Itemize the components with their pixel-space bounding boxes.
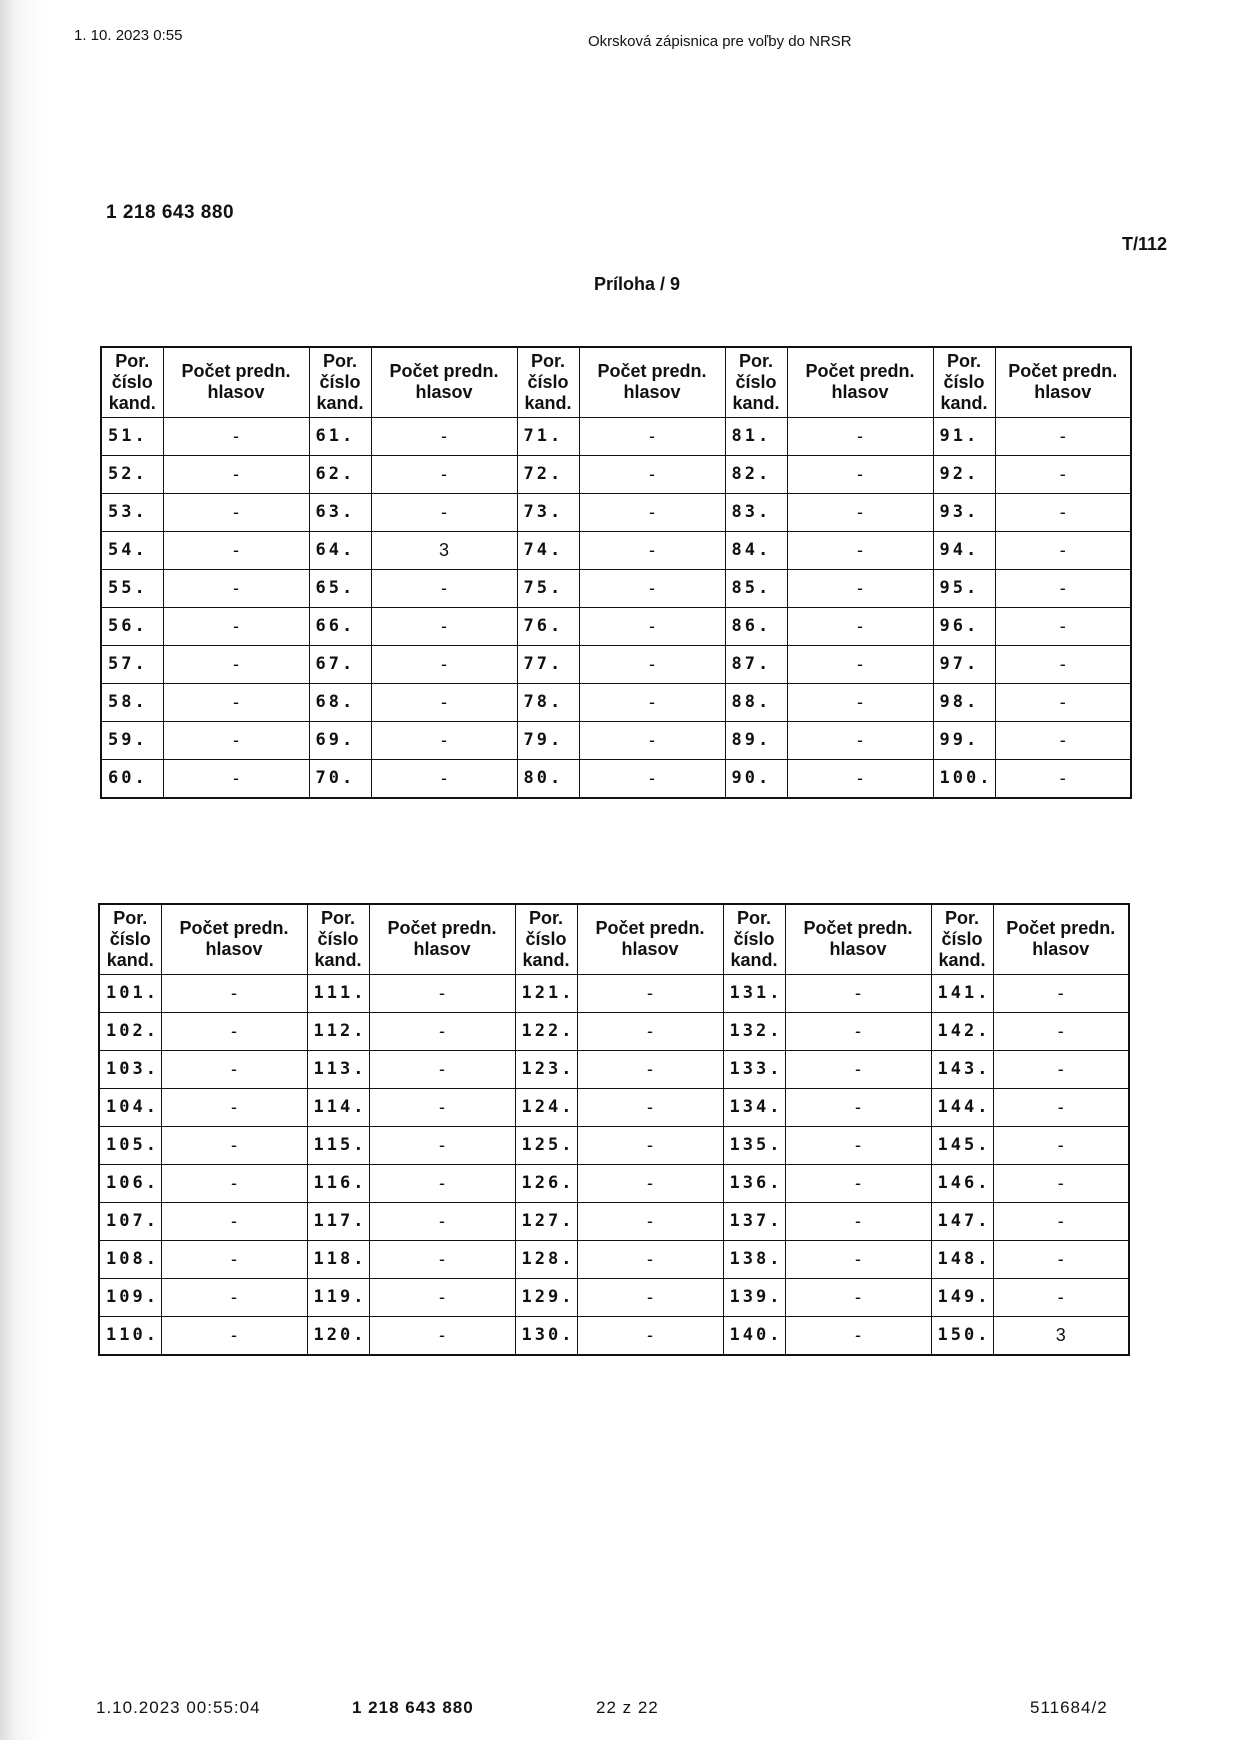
candidate-number-cell: 82. <box>725 455 787 493</box>
candidate-number-cell: 59. <box>101 721 163 759</box>
vote-count-cell: - <box>993 1012 1129 1050</box>
candidate-number-cell: 61. <box>309 417 371 455</box>
vote-count-cell: - <box>577 1316 723 1355</box>
vote-count-cell: - <box>995 607 1131 645</box>
table-row <box>99 1088 1129 1126</box>
header-candidate-number: Por. číslo kand. <box>725 347 787 417</box>
footer-page-number: 22 z 22 <box>596 1698 659 1717</box>
vote-count-cell: - <box>993 1202 1129 1240</box>
vote-count-cell: - <box>579 493 725 531</box>
header-candidate-number: Por. číslo kand. <box>309 347 371 417</box>
vote-count-cell: - <box>579 455 725 493</box>
candidate-number-cell: 98. <box>933 683 995 721</box>
vote-count-cell: - <box>787 683 933 721</box>
vote-count-cell: - <box>163 645 309 683</box>
candidate-number-cell: 80. <box>517 759 579 798</box>
candidate-number-cell: 92. <box>933 455 995 493</box>
header-candidate-number: Por. číslo kand. <box>933 347 995 417</box>
header-candidate-number: Por. číslo kand. <box>723 904 785 974</box>
candidate-number-cell: 139. <box>723 1278 785 1316</box>
candidate-number-cell: 114. <box>307 1088 369 1126</box>
vote-count-cell: - <box>371 607 517 645</box>
header-candidate-number: Por. číslo kand. <box>101 347 163 417</box>
candidate-number-cell: 105. <box>99 1126 161 1164</box>
candidate-number-cell: 57. <box>101 645 163 683</box>
footer-timestamp: 1.10.2023 00:55:04 <box>96 1698 261 1717</box>
header-candidate-number: Por. číslo kand. <box>515 904 577 974</box>
vote-count-cell: - <box>579 721 725 759</box>
candidate-number-cell: 143. <box>931 1050 993 1088</box>
candidate-number-cell: 130. <box>515 1316 577 1355</box>
candidate-number-cell: 76. <box>517 607 579 645</box>
candidate-number-cell: 55. <box>101 569 163 607</box>
candidate-number-cell: 71. <box>517 417 579 455</box>
vote-count-cell: - <box>161 1012 307 1050</box>
candidate-number-cell: 147. <box>931 1202 993 1240</box>
vote-count-cell: - <box>161 1126 307 1164</box>
candidate-number-cell: 145. <box>931 1126 993 1164</box>
vote-count-cell: - <box>579 417 725 455</box>
candidate-number-cell: 100. <box>933 759 995 798</box>
candidate-number-cell: 115. <box>307 1126 369 1164</box>
candidate-number-cell: 119. <box>307 1278 369 1316</box>
vote-count-cell: - <box>579 569 725 607</box>
candidate-number-cell: 79. <box>517 721 579 759</box>
candidate-number-cell: 94. <box>933 531 995 569</box>
vote-count-cell: - <box>371 417 517 455</box>
candidate-number-cell: 125. <box>515 1126 577 1164</box>
annex-title: Príloha / 9 <box>594 274 681 294</box>
candidate-number-cell: 101. <box>99 974 161 1012</box>
vote-count-cell: - <box>163 531 309 569</box>
candidate-number-cell: 133. <box>723 1050 785 1088</box>
vote-count-cell: - <box>577 974 723 1012</box>
candidate-number-cell: 52. <box>101 455 163 493</box>
candidate-number-cell: 83. <box>725 493 787 531</box>
table-row <box>99 1202 1129 1240</box>
vote-count-cell: - <box>995 417 1131 455</box>
vote-count-cell: - <box>163 759 309 798</box>
print-datetime: 1. 10. 2023 0:55 <box>74 27 183 44</box>
candidate-number-cell: 104. <box>99 1088 161 1126</box>
header-preferential-votes: Počet predn. hlasov <box>161 904 307 974</box>
vote-count-cell: - <box>369 1240 515 1278</box>
candidate-number-cell: 56. <box>101 607 163 645</box>
candidate-number-cell: 78. <box>517 683 579 721</box>
vote-count-cell: - <box>577 1012 723 1050</box>
candidate-number-cell: 72. <box>517 455 579 493</box>
candidate-number-cell: 89. <box>725 721 787 759</box>
header-preferential-votes: Počet predn. hlasov <box>163 347 309 417</box>
candidate-number-cell: 135. <box>723 1126 785 1164</box>
vote-count-cell: - <box>161 974 307 1012</box>
candidate-number-cell: 97. <box>933 645 995 683</box>
table-row <box>99 1012 1129 1050</box>
header-preferential-votes: Počet predn. hlasov <box>371 347 517 417</box>
candidate-number-cell: 123. <box>515 1050 577 1088</box>
candidate-number-cell: 118. <box>307 1240 369 1278</box>
vote-count-cell: - <box>161 1088 307 1126</box>
candidate-number-cell: 91. <box>933 417 995 455</box>
vote-count-cell: - <box>577 1278 723 1316</box>
candidate-number-cell: 102. <box>99 1012 161 1050</box>
vote-count-cell: - <box>787 645 933 683</box>
candidate-number-cell: 93. <box>933 493 995 531</box>
candidate-number-cell: 64. <box>309 531 371 569</box>
vote-count-cell: - <box>577 1202 723 1240</box>
vote-count-cell: - <box>993 1240 1129 1278</box>
table-row <box>99 1164 1129 1202</box>
candidate-number-cell: 68. <box>309 683 371 721</box>
vote-count-cell: - <box>161 1316 307 1355</box>
header-candidate-number: Por. číslo kand. <box>931 904 993 974</box>
candidate-number-cell: 129. <box>515 1278 577 1316</box>
vote-count-cell: - <box>161 1164 307 1202</box>
table-row <box>101 721 1131 759</box>
candidate-number-cell: 116. <box>307 1164 369 1202</box>
vote-count-cell: - <box>995 493 1131 531</box>
candidate-number-cell: 109. <box>99 1278 161 1316</box>
candidate-number-cell: 51. <box>101 417 163 455</box>
vote-count-cell: - <box>993 1088 1129 1126</box>
vote-count-cell: - <box>577 1164 723 1202</box>
vote-count-cell: - <box>787 417 933 455</box>
vote-count-cell: - <box>995 645 1131 683</box>
vote-count-cell: - <box>785 1012 931 1050</box>
vote-count-cell: - <box>369 1088 515 1126</box>
candidate-number-cell: 90. <box>725 759 787 798</box>
candidate-number-cell: 150. <box>931 1316 993 1355</box>
vote-count-cell: - <box>787 721 933 759</box>
candidate-number-cell: 110. <box>99 1316 161 1355</box>
header-preferential-votes: Počet predn. hlasov <box>369 904 515 974</box>
vote-count-cell: - <box>993 1126 1129 1164</box>
vote-count-cell: - <box>369 1012 515 1050</box>
vote-count-cell: - <box>163 417 309 455</box>
table-row <box>101 417 1131 455</box>
vote-count-cell: - <box>161 1278 307 1316</box>
candidate-number-cell: 70. <box>309 759 371 798</box>
vote-count-cell: - <box>787 759 933 798</box>
votes-table-51-100 <box>100 346 1132 799</box>
vote-count-cell: - <box>787 455 933 493</box>
vote-count-cell: - <box>369 1316 515 1355</box>
candidate-number-cell: 144. <box>931 1088 993 1126</box>
candidate-number-cell: 121. <box>515 974 577 1012</box>
vote-count-cell: - <box>579 645 725 683</box>
candidate-number-cell: 53. <box>101 493 163 531</box>
candidate-number-cell: 86. <box>725 607 787 645</box>
vote-count-cell: - <box>161 1202 307 1240</box>
header-preferential-votes: Počet predn. hlasov <box>995 347 1131 417</box>
vote-count-cell: - <box>371 683 517 721</box>
candidate-number-cell: 120. <box>307 1316 369 1355</box>
candidate-number-cell: 58. <box>101 683 163 721</box>
table-row <box>101 455 1131 493</box>
vote-count-cell: - <box>163 721 309 759</box>
vote-count-cell: - <box>995 721 1131 759</box>
candidate-number-cell: 148. <box>931 1240 993 1278</box>
candidate-number-cell: 65. <box>309 569 371 607</box>
candidate-number-cell: 149. <box>931 1278 993 1316</box>
candidate-number-cell: 85. <box>725 569 787 607</box>
vote-count-cell: - <box>785 1316 931 1355</box>
vote-count-cell: - <box>785 1050 931 1088</box>
candidate-number-cell: 66. <box>309 607 371 645</box>
vote-count-cell: - <box>577 1088 723 1126</box>
candidate-number-cell: 84. <box>725 531 787 569</box>
candidate-number-cell: 63. <box>309 493 371 531</box>
candidate-number-cell: 127. <box>515 1202 577 1240</box>
candidate-number-cell: 99. <box>933 721 995 759</box>
vote-count-cell: - <box>993 1164 1129 1202</box>
candidate-number-cell: 113. <box>307 1050 369 1088</box>
candidate-number-cell: 111. <box>307 974 369 1012</box>
header-preferential-votes: Počet predn. hlasov <box>785 904 931 974</box>
candidate-number-cell: 69. <box>309 721 371 759</box>
vote-count-cell: - <box>163 569 309 607</box>
vote-count-cell: - <box>785 1240 931 1278</box>
candidate-number-cell: 107. <box>99 1202 161 1240</box>
candidate-number-cell: 74. <box>517 531 579 569</box>
vote-count-cell: - <box>995 531 1131 569</box>
table-row <box>101 569 1131 607</box>
candidate-number-cell: 126. <box>515 1164 577 1202</box>
candidate-number-cell: 124. <box>515 1088 577 1126</box>
footer-document-number: 1 218 643 880 <box>352 1698 474 1717</box>
header-preferential-votes: Počet predn. hlasov <box>993 904 1129 974</box>
header-preferential-votes: Počet predn. hlasov <box>787 347 933 417</box>
candidate-number-cell: 77. <box>517 645 579 683</box>
vote-count-cell: - <box>371 493 517 531</box>
candidate-number-cell: 146. <box>931 1164 993 1202</box>
scan-shadow-edge <box>0 0 46 1740</box>
vote-count-cell: - <box>785 1202 931 1240</box>
candidate-number-cell: 142. <box>931 1012 993 1050</box>
vote-count-cell: - <box>577 1126 723 1164</box>
document-title: Okrsková zápisnica pre voľby do NRSR <box>588 33 852 50</box>
vote-count-cell: - <box>785 1088 931 1126</box>
candidate-number-cell: 103. <box>99 1050 161 1088</box>
candidate-number-cell: 137. <box>723 1202 785 1240</box>
votes-table-101-150 <box>98 903 1130 1356</box>
vote-count-cell: - <box>995 455 1131 493</box>
footer-code: 511684/2 <box>1030 1698 1108 1717</box>
vote-count-cell: - <box>371 455 517 493</box>
candidate-number-cell: 95. <box>933 569 995 607</box>
header-candidate-number: Por. číslo kand. <box>99 904 161 974</box>
candidate-number-cell: 134. <box>723 1088 785 1126</box>
candidate-number-cell: 136. <box>723 1164 785 1202</box>
table-row <box>101 493 1131 531</box>
table-row <box>99 1240 1129 1278</box>
vote-count-cell: - <box>993 974 1129 1012</box>
vote-count-cell: - <box>369 1126 515 1164</box>
vote-count-cell: - <box>161 1050 307 1088</box>
candidate-number-cell: 141. <box>931 974 993 1012</box>
candidate-number-cell: 128. <box>515 1240 577 1278</box>
vote-count-cell: - <box>577 1240 723 1278</box>
candidate-number-cell: 117. <box>307 1202 369 1240</box>
vote-count-cell: - <box>163 683 309 721</box>
table-row <box>101 531 1131 569</box>
candidate-number-cell: 131. <box>723 974 785 1012</box>
vote-count-cell: - <box>785 1278 931 1316</box>
vote-count-cell: - <box>369 1164 515 1202</box>
vote-count-cell: - <box>785 1126 931 1164</box>
candidate-number-cell: 122. <box>515 1012 577 1050</box>
candidate-number-cell: 88. <box>725 683 787 721</box>
vote-count-cell: - <box>369 1278 515 1316</box>
candidate-number-cell: 96. <box>933 607 995 645</box>
candidate-number-cell: 67. <box>309 645 371 683</box>
vote-count-cell: - <box>369 1202 515 1240</box>
vote-count-cell: - <box>163 607 309 645</box>
vote-count-cell: 3 <box>993 1316 1129 1355</box>
vote-count-cell: - <box>579 607 725 645</box>
vote-count-cell: - <box>579 683 725 721</box>
table-row <box>99 974 1129 1012</box>
vote-count-cell: - <box>787 569 933 607</box>
table-row <box>99 1278 1129 1316</box>
vote-count-cell: - <box>785 974 931 1012</box>
table-row <box>101 759 1131 798</box>
table-row <box>99 1316 1129 1355</box>
candidate-number-cell: 112. <box>307 1012 369 1050</box>
candidate-number-cell: 81. <box>725 417 787 455</box>
candidate-number-cell: 108. <box>99 1240 161 1278</box>
vote-count-cell: - <box>163 493 309 531</box>
candidate-number-cell: 75. <box>517 569 579 607</box>
candidate-number-cell: 132. <box>723 1012 785 1050</box>
vote-count-cell: - <box>371 759 517 798</box>
vote-count-cell: - <box>579 531 725 569</box>
candidate-number-cell: 106. <box>99 1164 161 1202</box>
header-preferential-votes: Počet predn. hlasov <box>577 904 723 974</box>
vote-count-cell: - <box>371 569 517 607</box>
vote-count-cell: - <box>369 974 515 1012</box>
document-number: 1 218 643 880 <box>106 202 235 223</box>
header-preferential-votes: Počet predn. hlasov <box>579 347 725 417</box>
vote-count-cell: - <box>995 759 1131 798</box>
vote-count-cell: - <box>577 1050 723 1088</box>
header-candidate-number: Por. číslo kand. <box>307 904 369 974</box>
candidate-number-cell: 62. <box>309 455 371 493</box>
vote-count-cell: - <box>371 721 517 759</box>
vote-count-cell: - <box>161 1240 307 1278</box>
table-row <box>101 683 1131 721</box>
table-row <box>99 1126 1129 1164</box>
header-candidate-number: Por. číslo kand. <box>517 347 579 417</box>
vote-count-cell: - <box>787 493 933 531</box>
vote-count-cell: - <box>787 531 933 569</box>
candidate-number-cell: 87. <box>725 645 787 683</box>
candidate-number-cell: 73. <box>517 493 579 531</box>
table-row <box>101 607 1131 645</box>
candidate-number-cell: 60. <box>101 759 163 798</box>
candidate-number-cell: 54. <box>101 531 163 569</box>
vote-count-cell: - <box>163 455 309 493</box>
vote-count-cell: - <box>369 1050 515 1088</box>
candidate-number-cell: 138. <box>723 1240 785 1278</box>
table-row <box>101 645 1131 683</box>
vote-count-cell: - <box>995 569 1131 607</box>
candidate-number-cell: 140. <box>723 1316 785 1355</box>
vote-count-cell: - <box>993 1278 1129 1316</box>
vote-count-cell: - <box>371 645 517 683</box>
vote-count-cell: - <box>579 759 725 798</box>
vote-count-cell: - <box>787 607 933 645</box>
vote-count-cell: - <box>785 1164 931 1202</box>
vote-count-cell: - <box>995 683 1131 721</box>
form-code: T/112 <box>1122 234 1168 254</box>
vote-count-cell: - <box>993 1050 1129 1088</box>
table-row <box>99 1050 1129 1088</box>
vote-count-cell: 3 <box>371 531 517 569</box>
